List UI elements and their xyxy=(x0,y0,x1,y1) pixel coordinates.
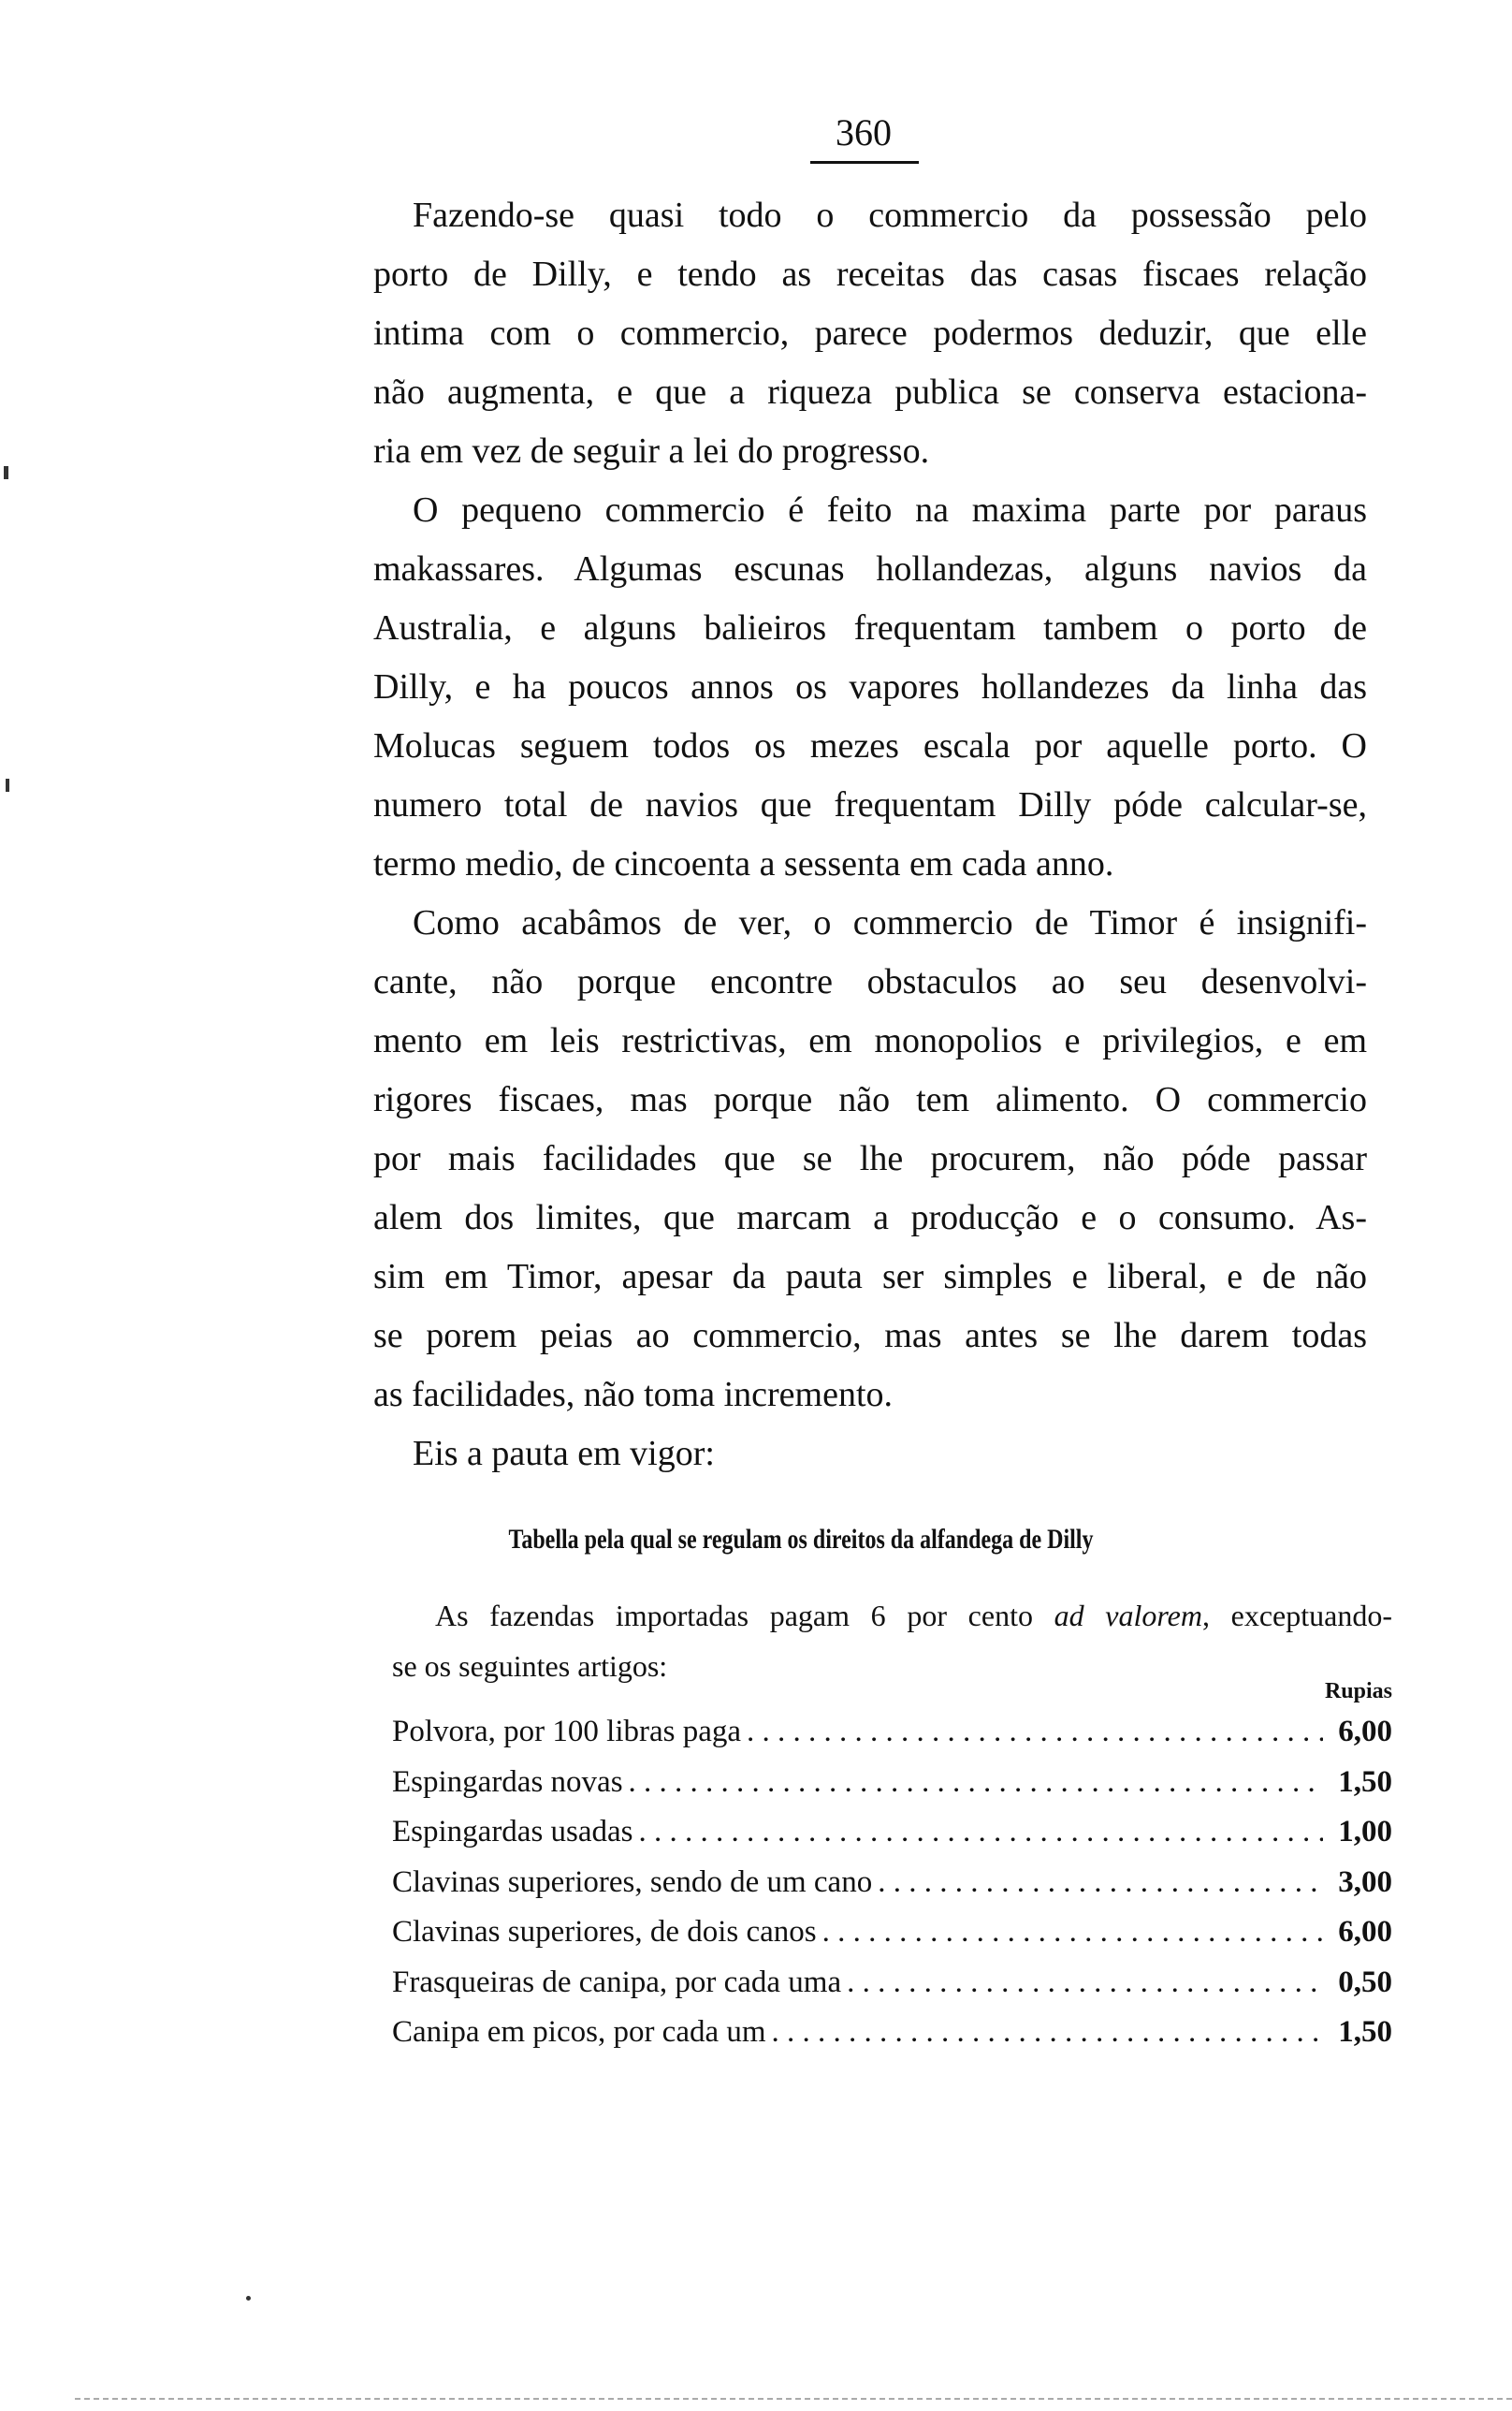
text-line: sim em Timor, apesar da pauta ser simples e liberal, e de não xyxy=(373,1257,1367,1296)
text-line: se porem peias ao commercio, mas antes se lhe darem todas xyxy=(373,1316,1367,1355)
page-number: 360 xyxy=(836,111,892,153)
scan-speck xyxy=(246,2296,251,2301)
dot-leader xyxy=(639,1815,1323,1849)
table-row xyxy=(392,1765,1392,1816)
text-line: mento em leis restrictivas, em monopolios e privilegios, e em xyxy=(373,1021,1367,1060)
item-value: 1,50 xyxy=(1338,2015,1392,2049)
body-text xyxy=(373,186,1367,1483)
text-line: cante, não porque encontre obstaculos ao seu desenvolvi- xyxy=(373,962,1367,1001)
item-label: Frasqueiras de canipa, por cada uma xyxy=(392,1965,842,1999)
text-line: numero total de navios que frequentam Dilly póde calcular-se, xyxy=(373,785,1367,825)
table-row xyxy=(392,2015,1392,2066)
table-row xyxy=(392,1815,1392,1865)
table-row xyxy=(392,1715,1392,1765)
intro-italic: ad valorem xyxy=(1054,1599,1202,1632)
text-line: não augmenta, e que a riqueza publica se conserva estaciona- xyxy=(373,373,1367,412)
page-number-rule xyxy=(810,161,919,164)
text-line: Dilly, e ha poucos annos os vapores hollandezes da linha das xyxy=(373,667,1367,707)
dot-leader xyxy=(822,1915,1323,1950)
table-title: Tabella pela qual se regulam os direitos da alfandega de Dilly xyxy=(508,1524,1094,1555)
tariff-table xyxy=(392,1715,1392,2066)
dot-leader xyxy=(878,1865,1323,1900)
item-label: Clavinas superiores, de dois canos xyxy=(392,1915,817,1949)
item-label: Espingardas usadas xyxy=(392,1815,633,1848)
intro-text: As fazendas importadas pagam 6 por cento xyxy=(435,1599,1054,1632)
dot-leader xyxy=(747,1715,1323,1749)
scan-speck xyxy=(6,779,9,792)
text-line: porto de Dilly, e tendo as receitas das casas fiscaes relação xyxy=(373,255,1367,294)
text-line: intima com o commercio, parece podermos deduzir, que elle xyxy=(373,314,1367,353)
item-value: 1,50 xyxy=(1338,1764,1392,1799)
page-bottom-edge xyxy=(75,2398,1512,2401)
item-value: 6,00 xyxy=(1338,1915,1392,1949)
text-line: Eis a pauta em vigor: xyxy=(413,1434,715,1473)
table-intro-line-2: se os seguintes artigos: xyxy=(392,1649,668,1683)
table-row xyxy=(392,1865,1392,1916)
item-value: 3,00 xyxy=(1338,1864,1392,1899)
text-line: Australia, e alguns balieiros frequentam tambem o porto de xyxy=(373,608,1367,648)
text-line: termo medio, de cincoenta a sessenta em cada anno. xyxy=(373,844,1114,884)
table-row xyxy=(392,1915,1392,1965)
text-line: alem dos limites, que marcam a producção e o consumo. As- xyxy=(373,1198,1367,1237)
item-value: 1,00 xyxy=(1338,1815,1392,1848)
table-row xyxy=(392,1965,1392,2016)
dot-leader xyxy=(847,1965,1323,2000)
table-intro-line-1 xyxy=(435,1599,1392,1633)
text-line: O pequeno commercio é feito na maxima parte por paraus xyxy=(413,490,1367,530)
intro-text-end: , exceptuando- xyxy=(1201,1599,1392,1632)
text-line: Molucas seguem todos os mezes escala por aquelle porto. O xyxy=(373,726,1367,766)
item-label: Polvora, por 100 libras paga xyxy=(392,1715,742,1748)
item-label: Espingardas novas xyxy=(392,1764,623,1799)
item-label: Clavinas superiores, sendo de um cano xyxy=(392,1864,873,1899)
item-label: Canipa em picos, por cada um xyxy=(392,2015,766,2049)
scan-speck xyxy=(4,466,8,479)
dot-leader xyxy=(629,1765,1323,1800)
text-line: ria em vez de seguir a lei do progresso. xyxy=(373,431,930,471)
text-line: rigores fiscaes, mas porque não tem alimento. O commercio xyxy=(373,1080,1367,1119)
unit-header: Rupias xyxy=(1324,1679,1392,1703)
item-value: 6,00 xyxy=(1338,1715,1392,1748)
item-value: 0,50 xyxy=(1338,1965,1392,1999)
text-line: as facilidades, não toma incremento. xyxy=(373,1375,894,1414)
text-line: makassares. Algumas escunas hollandezas, alguns navios da xyxy=(373,549,1367,589)
dot-leader xyxy=(772,2015,1323,2050)
text-line: Fazendo-se quasi todo o commercio da possessão pelo xyxy=(413,196,1367,235)
text-line: por mais facilidades que se lhe procurem, não póde passar xyxy=(373,1139,1367,1178)
text-line: Como acabâmos de ver, o commercio de Timor é insignifi- xyxy=(413,903,1367,942)
